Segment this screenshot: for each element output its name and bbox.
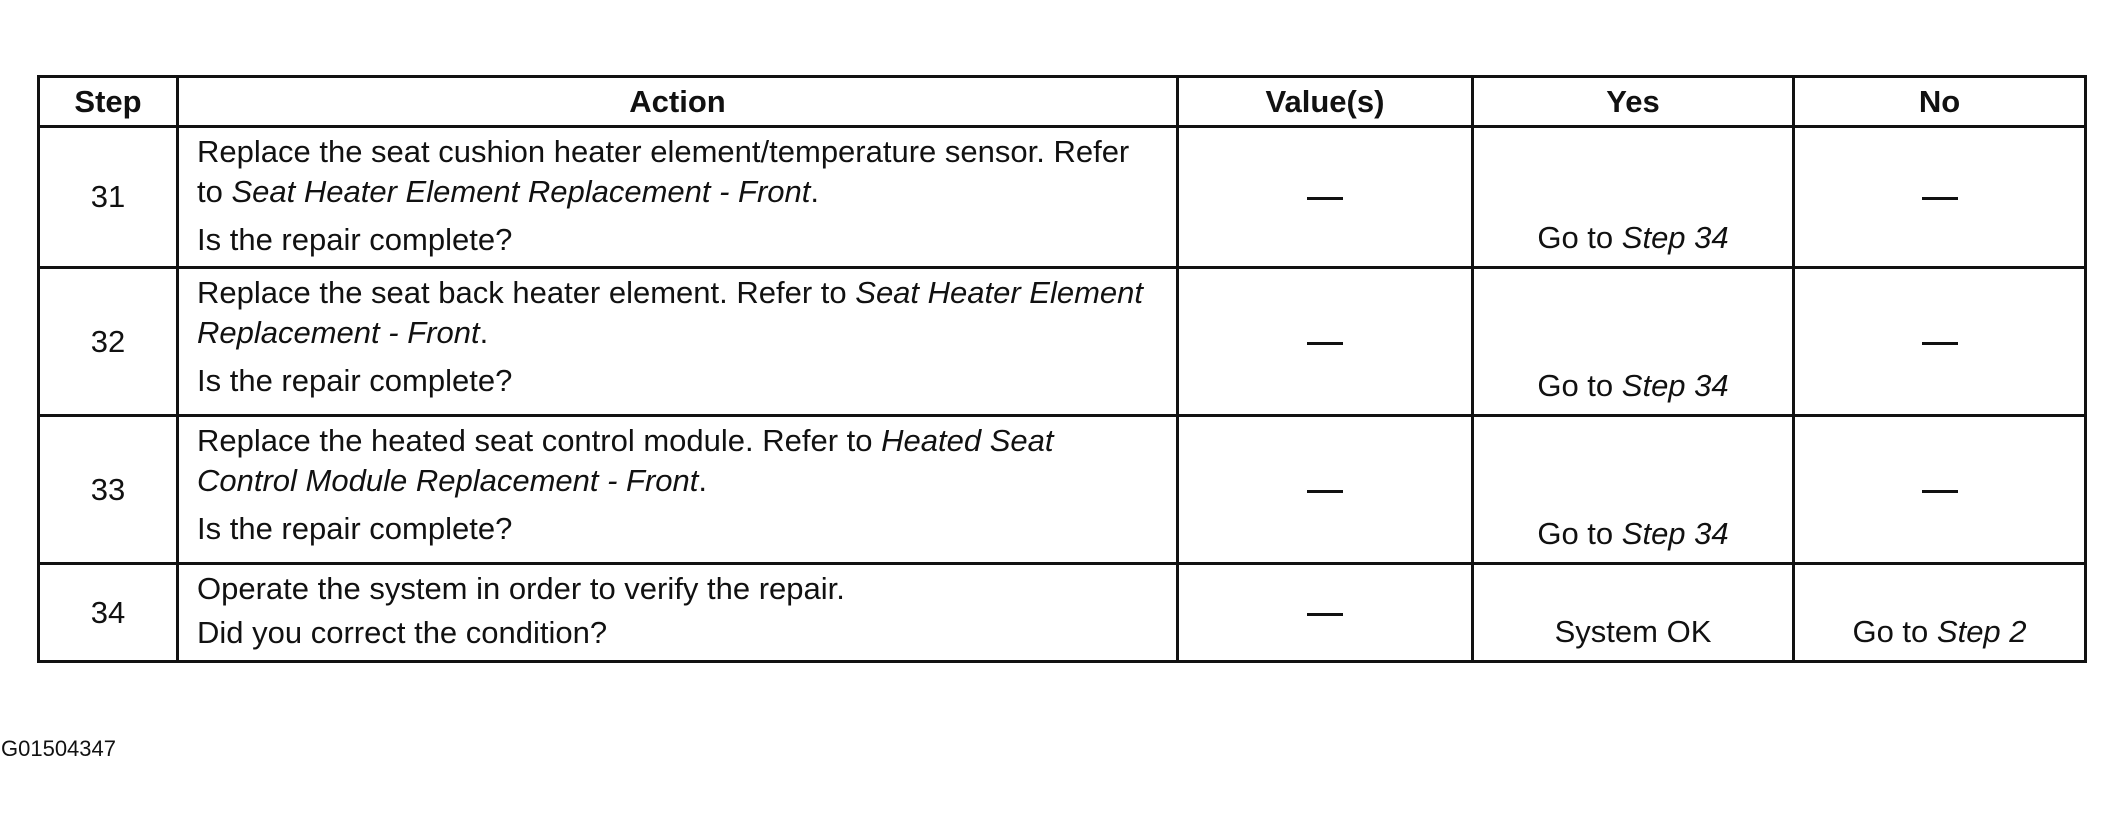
table-row	[39, 127, 2086, 268]
action-tail: .	[479, 315, 489, 350]
no-cell	[1794, 268, 2086, 416]
action-reference: Heated Seat Control Module Replacement - Front	[197, 423, 1054, 498]
table-row	[39, 564, 2086, 662]
yes-step-link[interactable]: Step 34	[1621, 516, 1729, 551]
step-number: 32	[39, 268, 178, 416]
value-cell	[1178, 416, 1473, 564]
action-cell	[178, 127, 1178, 268]
table-row	[39, 416, 2086, 564]
value-dash	[1307, 342, 1343, 345]
header-step: Step	[39, 77, 178, 127]
step-number: 31	[39, 127, 178, 268]
header-yes: Yes	[1473, 77, 1794, 127]
value-cell	[1178, 268, 1473, 416]
yes-cell	[1473, 416, 1794, 564]
no-prefix: Go to	[1852, 614, 1937, 649]
yes-step-link[interactable]: Step 34	[1621, 220, 1729, 255]
header-no: No	[1794, 77, 2086, 127]
header-values: Value(s)	[1178, 77, 1473, 127]
no-dash	[1922, 197, 1958, 200]
table-row	[39, 268, 2086, 416]
action-question: Is the repair complete?	[197, 363, 513, 398]
yes-step-link[interactable]: Step 34	[1621, 368, 1729, 403]
yes-result: System OK	[1554, 614, 1712, 649]
action-cell	[178, 564, 1178, 662]
yes-prefix: Go to	[1537, 368, 1622, 403]
no-dash	[1922, 342, 1958, 345]
action-instruction	[197, 421, 1158, 501]
step-number: 33	[39, 416, 178, 564]
action-cell	[178, 268, 1178, 416]
action-tail: .	[810, 174, 820, 209]
header-row	[39, 77, 2086, 127]
action-text: Replace the seat back heater element. Refer to	[197, 275, 856, 310]
no-cell	[1794, 416, 2086, 564]
yes-cell	[1473, 127, 1794, 268]
value-dash	[1307, 613, 1343, 616]
action-tail: .	[698, 463, 708, 498]
action-instruction	[197, 132, 1158, 212]
no-step-link[interactable]: Step 2	[1936, 614, 2027, 649]
action-question: Is the repair complete?	[197, 222, 513, 257]
no-dash	[1922, 490, 1958, 493]
yes-cell	[1473, 564, 1794, 662]
header-action: Action	[178, 77, 1178, 127]
action-reference: Seat Heater Element Replacement - Front	[231, 174, 811, 209]
action-instruction: Operate the system in order to verify the repair.	[197, 571, 845, 606]
figure-id: G01504347	[1, 736, 116, 761]
action-reference: Seat Heater Element Replacement - Front	[197, 275, 1144, 350]
yes-prefix: Go to	[1537, 220, 1622, 255]
action-text: Replace the heated seat control module. Refer to	[197, 423, 882, 458]
value-cell	[1178, 564, 1473, 662]
yes-cell	[1473, 268, 1794, 416]
yes-prefix: Go to	[1537, 516, 1622, 551]
action-cell	[178, 416, 1178, 564]
action-question: Is the repair complete?	[197, 511, 513, 546]
action-instruction	[197, 273, 1158, 353]
value-cell	[1178, 127, 1473, 268]
action-question: Did you correct the condition?	[197, 615, 608, 650]
no-cell	[1794, 564, 2086, 662]
value-dash	[1307, 197, 1343, 200]
step-number: 34	[39, 564, 178, 662]
action-text: Replace the seat cushion heater element/temperature sensor. Refer to	[197, 134, 1130, 209]
no-cell	[1794, 127, 2086, 268]
value-dash	[1307, 490, 1343, 493]
diagnostic-table	[37, 75, 2087, 663]
